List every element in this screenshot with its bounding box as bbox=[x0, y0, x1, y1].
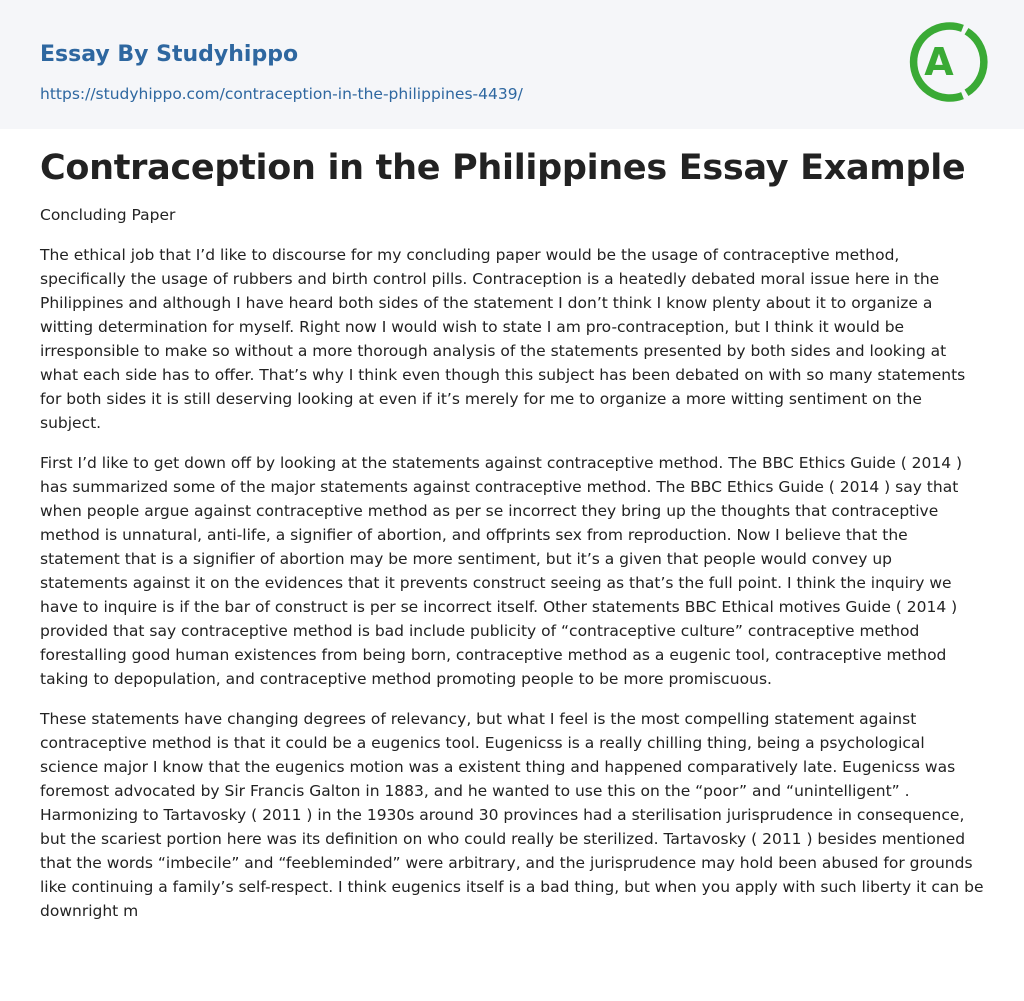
essay-url-link[interactable]: https://studyhippo.com/contraception-in-the-philippines-4439/ bbox=[40, 85, 523, 103]
article-subtitle: Concluding Paper bbox=[40, 206, 176, 224]
brand-title[interactable]: Essay By Studyhippo bbox=[40, 42, 299, 67]
page-title: Contraception in the Philippines Essay Example bbox=[40, 148, 966, 188]
logo-letter: A bbox=[924, 40, 954, 84]
paragraph-3: These statements have changing degrees of relevancy, but what I feel is the most compelling statement against contraceptive method is that it could be a eugenics tool. Eugenicss is a really chilling thing, being a psychological science major I know that the eugenics motion was a existent thing and happened comparatively late. Eugenicss was foremost advocated by Sir Francis Galton in 1883, and he wanted to use this on the “poor” and “unintelligent” . Harmonizing to Tartavosky ( 2011 ) in the 1930s around 30 provinces had a sterilisation jurisprudence in consequence, but the scariest portion here was its definition on who could really be sterilized. Tartavosky ( 2011 ) besides mentioned that the words “imbecile” and “feebleminded” were arbitrary, and the jurisprudence may hold been abused for grounds like continuing a family’s self-respect. I think eugenics itself is a bad thing, but when you apply with such liberty it can be downright m bbox=[40, 710, 984, 920]
paragraph-1: The ethical job that I’d like to discourse for my concluding paper would be the usage of contraceptive method, specifically the usage of rubbers and birth control pills. Contraception is a heatedly debated moral issue here in the Philippines and although I have heard both sides of the statement I don’t think I know plenty about it to organize a witting determination for myself. Right now I would wish to state I am pro-contraception, but I think it would be irresponsible to make so without a more thorough analysis of the statements presented by both sides and looking at what each side has to offer. That’s why I think even though this subject has been debated on with so many statements for both sides it is still deserving looking at even if it’s merely for me to organize a more witting sentiment on the subject. bbox=[40, 246, 966, 432]
paragraph-2: First I’d like to get down off by looking at the statements against contraceptive method. The BBC Ethics Guide ( 2014 ) has summarized some of the major statements against contraceptive method. The BBC Ethics Guide ( 2014 ) say that when people argue against contraceptive method as per se incorrect they bring up the thoughts that contraceptive method is unnatural, anti-life, a signifier of abortion, and offprints sex from reproduction. Now I believe that the statement that is a signifier of abortion may be more sentiment, but it’s a given that people would convey up statements against it on the evidences that it prevents construct seeing as that’s the full point. I think the inquiry we have to inquire is if the bar of construct is per se incorrect itself. Other statements BBC Ethical motives Guide ( 2014 ) provided that say contraceptive method is bad include publicity of “contraceptive culture” contraceptive method forestalling good human existences from being born, contraceptive method as a eugenic tool, contraceptive method taking to depopulation, and contraceptive method promoting people to be more promiscuous. bbox=[40, 454, 963, 688]
